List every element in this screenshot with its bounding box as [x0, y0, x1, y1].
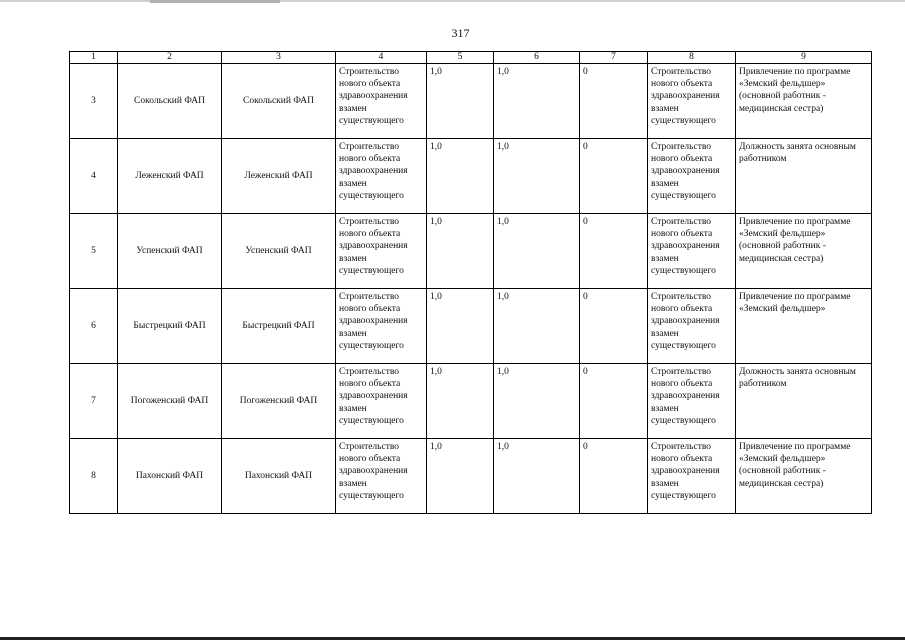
facility-name-cell: Леженский ФАП: [118, 139, 222, 214]
column-header-6: 6: [494, 52, 580, 64]
activity-cell: Строительство нового объекта здравоохранения взамен существующего: [336, 439, 427, 514]
facility-alias-cell: Сокольский ФАП: [222, 64, 336, 139]
table-row: [70, 364, 872, 439]
facility-alias-cell: Леженский ФАП: [222, 139, 336, 214]
activity-cell: Строительство нового объекта здравоохранения взамен существующего: [336, 214, 427, 289]
table-row: [70, 64, 872, 139]
staffing-note-cell: Привлечение по программе «Земский фельдшер» (основной работник - медицинская сестра): [736, 64, 872, 139]
facilities-table: [69, 51, 872, 514]
staffing-note-cell: Привлечение по программе «Земский фельдшер» (основной работник - медицинская сестра): [736, 214, 872, 289]
column-header-3: 3: [222, 52, 336, 64]
table-row: [70, 289, 872, 364]
value-7-cell: 0: [580, 139, 648, 214]
facility-name-cell: Быстрецкий ФАП: [118, 289, 222, 364]
page-number: 317: [451, 26, 470, 40]
column-header-2: 2: [118, 52, 222, 64]
value-7-cell: 0: [580, 439, 648, 514]
top-border-line: [0, 0, 905, 2]
facility-name-cell: Сокольский ФАП: [118, 64, 222, 139]
facility-alias-cell: Погоженский ФАП: [222, 364, 336, 439]
column-header-1: 1: [70, 52, 118, 64]
facility-alias-cell: Успенский ФАП: [222, 214, 336, 289]
value-5-cell: 1,0: [427, 139, 494, 214]
facility-name-cell: Пахонский ФАП: [118, 439, 222, 514]
facility-alias-cell: Пахонский ФАП: [222, 439, 336, 514]
value-7-cell: 0: [580, 214, 648, 289]
value-5-cell: 1,0: [427, 214, 494, 289]
result-cell: Строительство нового объекта здравоохранения взамен существующего: [648, 364, 736, 439]
table-body: [70, 64, 872, 514]
result-cell: Строительство нового объекта здравоохранения взамен существующего: [648, 64, 736, 139]
value-6-cell: 1,0: [494, 439, 580, 514]
result-cell: Строительство нового объекта здравоохранения взамен существующего: [648, 139, 736, 214]
table-row: [70, 139, 872, 214]
column-header-5: 5: [427, 52, 494, 64]
result-cell: Строительство нового объекта здравоохранения взамен существующего: [648, 214, 736, 289]
activity-cell: Строительство нового объекта здравоохранения взамен существующего: [336, 364, 427, 439]
value-5-cell: 1,0: [427, 289, 494, 364]
activity-cell: Строительство нового объекта здравоохранения взамен существующего: [336, 64, 427, 139]
staffing-note-cell: Привлечение по программе «Земский фельдшер» (основной работник - медицинская сестра): [736, 439, 872, 514]
value-6-cell: 1,0: [494, 289, 580, 364]
column-header-4: 4: [336, 52, 427, 64]
result-cell: Строительство нового объекта здравоохранения взамен существующего: [648, 289, 736, 364]
value-7-cell: 0: [580, 64, 648, 139]
value-5-cell: 1,0: [427, 439, 494, 514]
column-header-9: 9: [736, 52, 872, 64]
staffing-note-cell: Должность занята основным работником: [736, 139, 872, 214]
row-number-cell: 4: [70, 139, 118, 214]
value-5-cell: 1,0: [427, 64, 494, 139]
column-header-7: 7: [580, 52, 648, 64]
column-header-8: 8: [648, 52, 736, 64]
header-row: [70, 52, 872, 64]
staffing-note-cell: Должность занята основным работником: [736, 364, 872, 439]
value-7-cell: 0: [580, 364, 648, 439]
row-number-cell: 6: [70, 289, 118, 364]
top-scan-mark: [150, 0, 280, 3]
value-6-cell: 1,0: [494, 214, 580, 289]
table-row: [70, 214, 872, 289]
facility-alias-cell: Быстрецкий ФАП: [222, 289, 336, 364]
row-number-cell: 3: [70, 64, 118, 139]
facility-name-cell: Успенский ФАП: [118, 214, 222, 289]
staffing-note-cell: Привлечение по программе «Земский фельдшер»: [736, 289, 872, 364]
facility-name-cell: Погоженский ФАП: [118, 364, 222, 439]
row-number-cell: 5: [70, 214, 118, 289]
value-6-cell: 1,0: [494, 364, 580, 439]
value-6-cell: 1,0: [494, 64, 580, 139]
row-number-cell: 7: [70, 364, 118, 439]
table-header: [70, 52, 872, 64]
value-6-cell: 1,0: [494, 139, 580, 214]
row-number-cell: 8: [70, 439, 118, 514]
value-7-cell: 0: [580, 289, 648, 364]
result-cell: Строительство нового объекта здравоохранения взамен существующего: [648, 439, 736, 514]
value-5-cell: 1,0: [427, 364, 494, 439]
activity-cell: Строительство нового объекта здравоохранения взамен существующего: [336, 139, 427, 214]
activity-cell: Строительство нового объекта здравоохранения взамен существующего: [336, 289, 427, 364]
table-row: [70, 439, 872, 514]
